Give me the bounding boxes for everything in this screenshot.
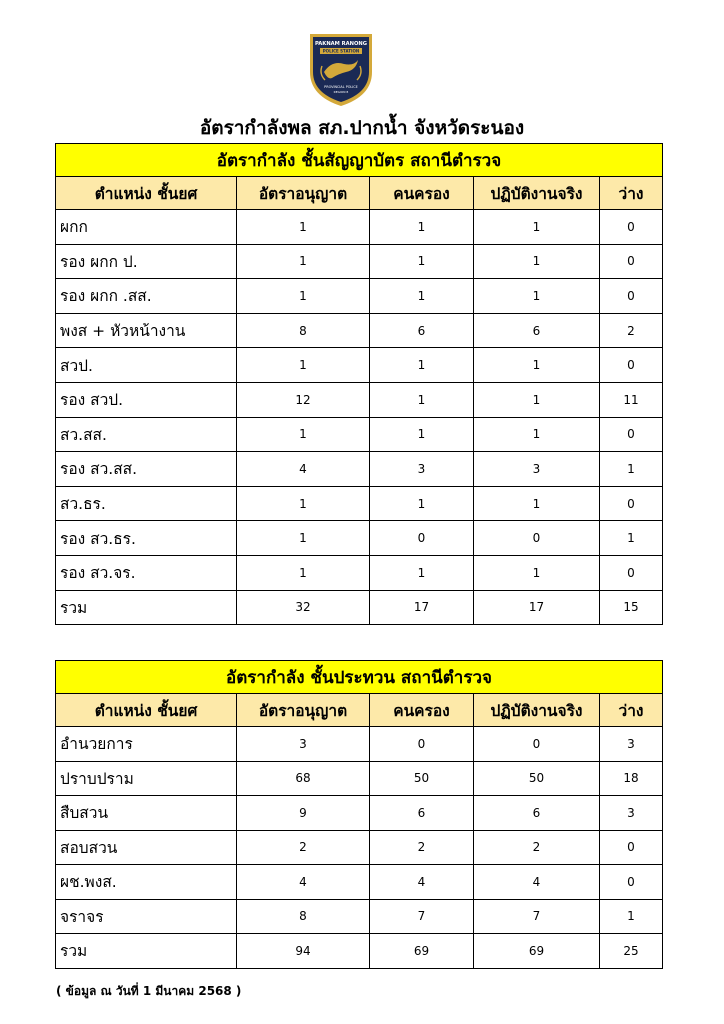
value-cell: 3: [600, 796, 663, 831]
table-row: [56, 796, 663, 831]
value-cell: 25: [600, 934, 663, 969]
position-cell: รวม: [56, 590, 237, 625]
value-cell: 1: [370, 210, 474, 245]
col-header-position: ตำแหน่ง ชั้นยศ: [56, 177, 237, 210]
value-cell: 0: [370, 727, 474, 762]
value-cell: 4: [370, 865, 474, 900]
position-cell: ปราบปราม: [56, 761, 237, 796]
value-cell: 1: [370, 417, 474, 452]
value-cell: 1: [370, 279, 474, 314]
table-row: [56, 590, 663, 625]
value-cell: 18: [600, 761, 663, 796]
table-row: [56, 313, 663, 348]
position-cell: รอง สว.จร.: [56, 555, 237, 590]
value-cell: 0: [370, 521, 474, 556]
value-cell: 8: [237, 899, 370, 934]
logo-top-text: PAKNAM RANONG: [314, 41, 368, 47]
table-row: [56, 727, 663, 762]
page-title: อัตรากำลังพล สภ.ปากน้ำ จังหวัดระนอง: [199, 117, 525, 139]
value-cell: 1: [370, 382, 474, 417]
position-cell: รอง สว.ธร.: [56, 521, 237, 556]
value-cell: 69: [474, 934, 600, 969]
value-cell: 0: [600, 279, 663, 314]
value-cell: 1: [600, 899, 663, 934]
position-cell: สว.ธร.: [56, 486, 237, 521]
position-cell: รวม: [56, 934, 237, 969]
table-row: [56, 899, 663, 934]
value-cell: 50: [370, 761, 474, 796]
table-row: [56, 210, 663, 245]
value-cell: 6: [370, 313, 474, 348]
position-cell: สวป.: [56, 348, 237, 383]
value-cell: 1: [474, 210, 600, 245]
value-cell: 1: [370, 486, 474, 521]
col-header-authorized: อัตราอนุญาต: [237, 694, 370, 727]
value-cell: 1: [474, 555, 600, 590]
value-cell: 1: [600, 521, 663, 556]
logo-bottom-text: PROVINCIAL POLICE: [324, 85, 358, 89]
table-row: [56, 279, 663, 314]
value-cell: 6: [370, 796, 474, 831]
position-cell: รอง สว.สส.: [56, 452, 237, 487]
table-row: [56, 382, 663, 417]
position-cell: ผกก: [56, 210, 237, 245]
position-cell: รอง สวป.: [56, 382, 237, 417]
table-row: [56, 244, 663, 279]
value-cell: 68: [237, 761, 370, 796]
value-cell: 69: [370, 934, 474, 969]
value-cell: 15: [600, 590, 663, 625]
table-row: [56, 934, 663, 969]
value-cell: 0: [600, 830, 663, 865]
value-cell: 1: [474, 244, 600, 279]
table2-title: อัตรากำลัง ชั้นประทวน สถานีตำรวจ: [56, 661, 663, 694]
value-cell: 1: [237, 555, 370, 590]
value-cell: 50: [474, 761, 600, 796]
value-cell: 9: [237, 796, 370, 831]
non-commissioned-officers-table: [55, 660, 663, 969]
position-cell: รอง ผกก .สส.: [56, 279, 237, 314]
value-cell: 6: [474, 796, 600, 831]
value-cell: 1: [237, 417, 370, 452]
value-cell: 1: [474, 348, 600, 383]
value-cell: 17: [474, 590, 600, 625]
position-cell: สืบสวน: [56, 796, 237, 831]
value-cell: 8: [237, 313, 370, 348]
value-cell: 0: [600, 244, 663, 279]
value-cell: 1: [370, 555, 474, 590]
position-cell: รอง ผกก ป.: [56, 244, 237, 279]
value-cell: 4: [474, 865, 600, 900]
value-cell: 7: [474, 899, 600, 934]
value-cell: 1: [474, 417, 600, 452]
table-row: [56, 486, 663, 521]
logo-banner-text: POLICE STATION: [322, 48, 360, 54]
col-header-authorized: อัตราอนุญาต: [237, 177, 370, 210]
logo-region-text: REGION 8: [333, 90, 349, 94]
table-row: [56, 761, 663, 796]
value-cell: 17: [370, 590, 474, 625]
value-cell: 1: [237, 486, 370, 521]
value-cell: 3: [237, 727, 370, 762]
value-cell: 94: [237, 934, 370, 969]
value-cell: 0: [474, 521, 600, 556]
position-cell: สว.สส.: [56, 417, 237, 452]
police-station-logo: [304, 28, 378, 108]
value-cell: 32: [237, 590, 370, 625]
value-cell: 0: [600, 486, 663, 521]
value-cell: 3: [370, 452, 474, 487]
value-cell: 0: [600, 348, 663, 383]
table1-title: อัตรากำลัง ชั้นสัญญาบัตร สถานีตำรวจ: [56, 144, 663, 177]
table-row: [56, 452, 663, 487]
value-cell: 0: [474, 727, 600, 762]
value-cell: 1: [370, 244, 474, 279]
position-cell: จราจร: [56, 899, 237, 934]
value-cell: 1: [237, 210, 370, 245]
value-cell: 3: [600, 727, 663, 762]
commissioned-officers-table: [55, 143, 663, 625]
value-cell: 0: [600, 210, 663, 245]
table-row: [56, 830, 663, 865]
value-cell: 1: [237, 348, 370, 383]
value-cell: 1: [237, 521, 370, 556]
col-header-occupied: คนครอง: [370, 694, 474, 727]
value-cell: 1: [474, 486, 600, 521]
table-row: [56, 865, 663, 900]
data-date-note: ( ข้อมูล ณ วันที่ 1 มีนาคม 2568 ): [56, 984, 242, 998]
table-row: [56, 348, 663, 383]
position-cell: พงส + หัวหน้างาน: [56, 313, 237, 348]
value-cell: 1: [237, 244, 370, 279]
position-cell: อำนวยการ: [56, 727, 237, 762]
value-cell: 12: [237, 382, 370, 417]
col-header-on-duty: ปฏิบัติงานจริง: [474, 694, 600, 727]
table-row: [56, 417, 663, 452]
col-header-vacant: ว่าง: [600, 177, 663, 210]
value-cell: 4: [237, 452, 370, 487]
value-cell: 11: [600, 382, 663, 417]
value-cell: 2: [600, 313, 663, 348]
col-header-vacant: ว่าง: [600, 694, 663, 727]
col-header-position: ตำแหน่ง ชั้นยศ: [56, 694, 237, 727]
value-cell: 2: [237, 830, 370, 865]
value-cell: 2: [370, 830, 474, 865]
value-cell: 1: [474, 382, 600, 417]
value-cell: 3: [474, 452, 600, 487]
value-cell: 0: [600, 417, 663, 452]
col-header-on-duty: ปฏิบัติงานจริง: [474, 177, 600, 210]
value-cell: 0: [600, 865, 663, 900]
value-cell: 1: [474, 279, 600, 314]
value-cell: 2: [474, 830, 600, 865]
table-row: [56, 521, 663, 556]
col-header-occupied: คนครอง: [370, 177, 474, 210]
value-cell: 1: [237, 279, 370, 314]
position-cell: สอบสวน: [56, 830, 237, 865]
value-cell: 1: [600, 452, 663, 487]
value-cell: 6: [474, 313, 600, 348]
value-cell: 0: [600, 555, 663, 590]
value-cell: 4: [237, 865, 370, 900]
value-cell: 1: [370, 348, 474, 383]
position-cell: ผช.พงส.: [56, 865, 237, 900]
value-cell: 7: [370, 899, 474, 934]
table-row: [56, 555, 663, 590]
